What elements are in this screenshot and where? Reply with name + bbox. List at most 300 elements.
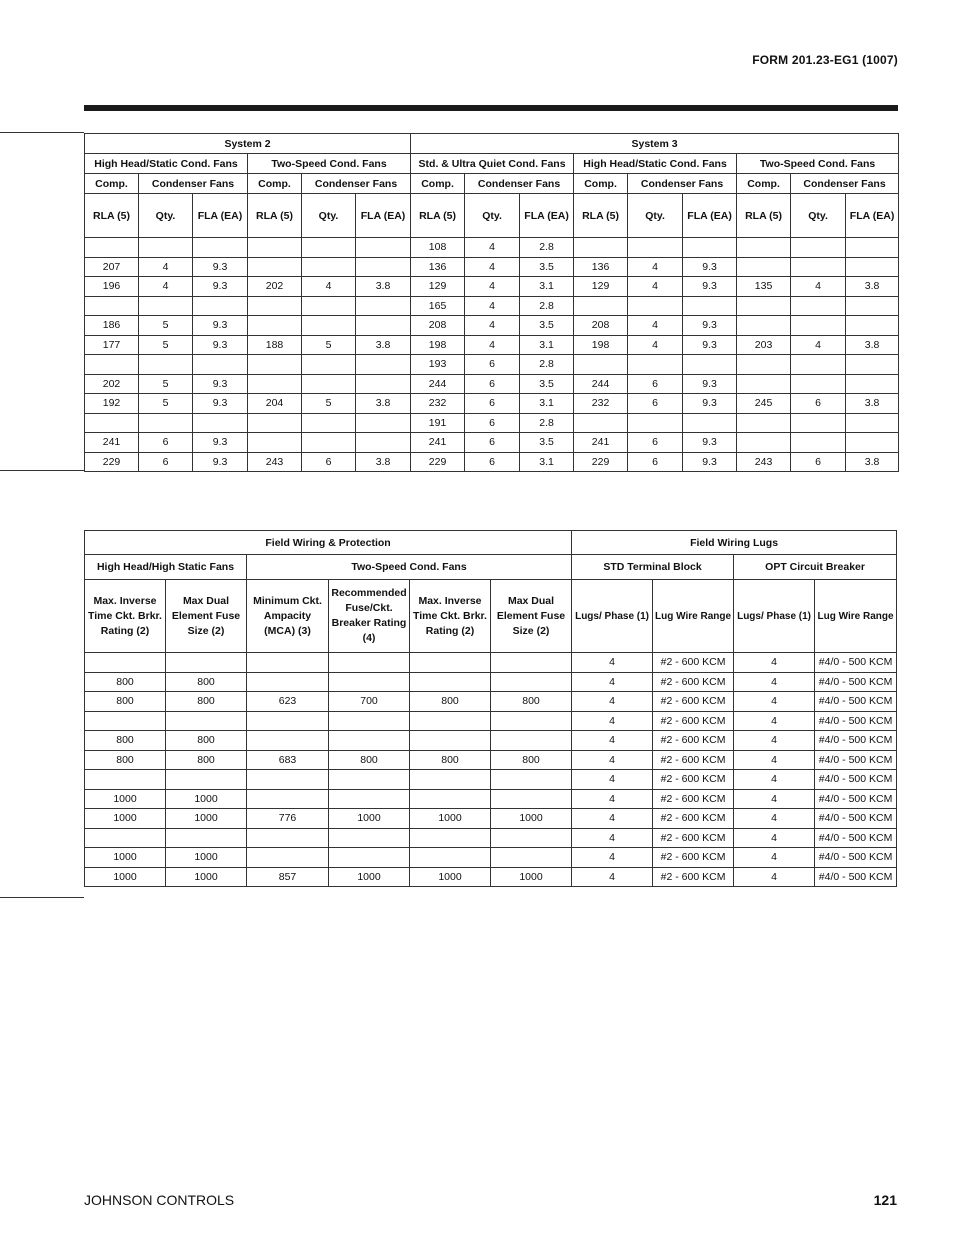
table-cell — [791, 355, 846, 375]
table-cell — [329, 828, 410, 848]
table-cell: #4/0 - 500 KCM — [815, 750, 897, 770]
table-cell: 1000 — [329, 809, 410, 829]
table-cell — [302, 257, 356, 277]
table-cell — [491, 711, 572, 731]
table-cell — [491, 731, 572, 751]
column-header: Qty. — [139, 194, 193, 238]
table-cell: #4/0 - 500 KCM — [815, 789, 897, 809]
table-cell — [356, 355, 411, 375]
table-cell: 4 — [302, 277, 356, 297]
table-cell — [139, 413, 193, 433]
table-cell: 1000 — [85, 809, 166, 829]
table-cell: 129 — [411, 277, 465, 297]
table-cell: 232 — [574, 394, 628, 414]
table-cell: 208 — [411, 316, 465, 336]
table-cell — [166, 653, 247, 673]
table-row — [85, 828, 897, 848]
table-cell: 6 — [465, 433, 520, 453]
table-cell — [491, 770, 572, 790]
table-cell: 4 — [572, 867, 653, 887]
table-cell: 1000 — [85, 789, 166, 809]
table-cell: 4 — [465, 257, 520, 277]
table-cell: #4/0 - 500 KCM — [815, 770, 897, 790]
table-cell: #2 - 600 KCM — [653, 750, 734, 770]
column-header: RLA (5) — [574, 194, 628, 238]
column-header: RLA (5) — [248, 194, 302, 238]
table-cell: 4 — [734, 672, 815, 692]
table-cell: 9.3 — [683, 394, 737, 414]
table-cell: 6 — [139, 452, 193, 472]
table-row — [85, 867, 897, 887]
table-cell — [683, 413, 737, 433]
table-cell: 4 — [791, 335, 846, 355]
table-cell: 243 — [737, 452, 791, 472]
table-cell: 800 — [85, 731, 166, 751]
table-cell — [248, 316, 302, 336]
table-cell — [410, 789, 491, 809]
table-cell: 800 — [410, 750, 491, 770]
table-cell — [846, 238, 899, 258]
table-cell: 6 — [465, 355, 520, 375]
table-cell: 243 — [248, 452, 302, 472]
table-cell: #2 - 600 KCM — [653, 770, 734, 790]
table-cell: 6 — [791, 452, 846, 472]
table-cell: 2.8 — [520, 238, 574, 258]
table-cell: 4 — [572, 653, 653, 673]
table-cell — [846, 316, 899, 336]
table-cell — [166, 770, 247, 790]
table-cell: 245 — [737, 394, 791, 414]
table-cell: 193 — [411, 355, 465, 375]
field-wiring-table — [84, 530, 897, 887]
table-cell — [247, 828, 329, 848]
table-cell: 3.5 — [520, 257, 574, 277]
table-cell — [248, 296, 302, 316]
table-cell — [628, 355, 683, 375]
table-cell — [574, 355, 628, 375]
table-cell: 3.8 — [356, 452, 411, 472]
form-number: FORM 201.23-EG1 (1007) — [752, 53, 898, 67]
table-cell: 683 — [247, 750, 329, 770]
table-cell: 4 — [628, 257, 683, 277]
table-row — [85, 296, 899, 316]
table-cell: 136 — [574, 257, 628, 277]
column-header: Max Dual Element Fuse Size (2) — [491, 580, 572, 653]
table-cell — [491, 672, 572, 692]
table-cell: 202 — [248, 277, 302, 297]
table-cell — [737, 413, 791, 433]
table-cell: 2.8 — [520, 355, 574, 375]
table-cell — [683, 238, 737, 258]
table-cell: 4 — [734, 711, 815, 731]
table1-top-leader — [0, 132, 84, 133]
table-cell: 4 — [734, 750, 815, 770]
table-cell — [85, 770, 166, 790]
table-row — [85, 848, 897, 868]
table-cell: 4 — [734, 653, 815, 673]
table-cell: 4 — [465, 296, 520, 316]
table-cell: 9.3 — [683, 452, 737, 472]
table-cell: 4 — [791, 277, 846, 297]
table-cell — [410, 731, 491, 751]
table-row — [85, 672, 897, 692]
header-rule — [84, 105, 898, 111]
sub-header: Comp. — [85, 174, 139, 194]
table-cell: 203 — [737, 335, 791, 355]
table-cell: 4 — [572, 770, 653, 790]
table-cell: #2 - 600 KCM — [653, 653, 734, 673]
table-cell: 3.8 — [846, 335, 899, 355]
table-cell: 800 — [85, 672, 166, 692]
table-cell — [737, 374, 791, 394]
table-cell — [737, 433, 791, 453]
table-cell: 3.5 — [520, 433, 574, 453]
table-cell — [85, 711, 166, 731]
table-cell: 9.3 — [683, 257, 737, 277]
table-cell: 1000 — [85, 848, 166, 868]
table-cell: 9.3 — [193, 335, 248, 355]
sub-header: Comp. — [737, 174, 791, 194]
table-cell: 4 — [734, 789, 815, 809]
table-row — [85, 433, 899, 453]
table-cell — [683, 296, 737, 316]
table-cell — [628, 413, 683, 433]
table-cell: 192 — [85, 394, 139, 414]
table-cell: 3.8 — [356, 277, 411, 297]
table-cell: 4 — [572, 848, 653, 868]
table-cell: 6 — [302, 452, 356, 472]
table-cell — [846, 296, 899, 316]
column-header: FLA (EA) — [520, 194, 574, 238]
table-cell: 5 — [139, 394, 193, 414]
table-cell — [791, 413, 846, 433]
table-row — [85, 770, 897, 790]
table-cell: 3.5 — [520, 374, 574, 394]
table-cell — [846, 257, 899, 277]
column-header: FLA (EA) — [356, 194, 411, 238]
table-cell — [846, 374, 899, 394]
table-row — [85, 692, 897, 712]
field-wiring-lugs-header: Field Wiring Lugs — [572, 531, 897, 555]
table-cell: 3.1 — [520, 452, 574, 472]
sub-header: Condenser Fans — [628, 174, 737, 194]
sub-header: Condenser Fans — [139, 174, 248, 194]
table-cell: 9.3 — [193, 277, 248, 297]
footer-company: JOHNSON CONTROLS — [84, 1192, 235, 1208]
sub-header: Comp. — [248, 174, 302, 194]
group-header: High Head/High Static Fans — [85, 555, 247, 580]
table-cell: 165 — [411, 296, 465, 316]
table-cell: 136 — [411, 257, 465, 277]
table-cell — [302, 433, 356, 453]
table-cell — [410, 770, 491, 790]
table-cell: 1000 — [166, 789, 247, 809]
table-cell — [248, 257, 302, 277]
table-cell: 3.1 — [520, 394, 574, 414]
table-cell — [302, 374, 356, 394]
table-cell — [247, 711, 329, 731]
table-cell: 1000 — [166, 809, 247, 829]
table-cell — [574, 296, 628, 316]
table-cell — [85, 296, 139, 316]
table-cell: 800 — [491, 692, 572, 712]
table-cell — [737, 257, 791, 277]
table-cell — [302, 413, 356, 433]
table-cell — [193, 238, 248, 258]
column-header: FLA (EA) — [683, 194, 737, 238]
table-cell — [329, 711, 410, 731]
table-cell — [410, 653, 491, 673]
table-cell — [791, 238, 846, 258]
sub-header: Condenser Fans — [791, 174, 899, 194]
table-cell — [791, 296, 846, 316]
table-cell — [329, 672, 410, 692]
table-cell — [628, 296, 683, 316]
table-cell: 229 — [574, 452, 628, 472]
column-header: RLA (5) — [737, 194, 791, 238]
table-cell: #2 - 600 KCM — [653, 828, 734, 848]
table-cell: 4 — [734, 848, 815, 868]
table-cell: #4/0 - 500 KCM — [815, 692, 897, 712]
table-cell — [329, 731, 410, 751]
table-cell: 1000 — [410, 809, 491, 829]
table1-bottom-leader — [0, 470, 84, 471]
table-cell — [846, 433, 899, 453]
table-cell: 6 — [791, 394, 846, 414]
sub-header: Comp. — [574, 174, 628, 194]
table-cell — [737, 238, 791, 258]
table-cell: 776 — [247, 809, 329, 829]
table-cell — [248, 413, 302, 433]
table-cell — [247, 731, 329, 751]
table-cell: 4 — [572, 672, 653, 692]
sub-header: Condenser Fans — [465, 174, 574, 194]
table-cell: 3.8 — [356, 335, 411, 355]
table-cell: 800 — [166, 692, 247, 712]
table-cell: #2 - 600 KCM — [653, 731, 734, 751]
table-cell — [248, 374, 302, 394]
column-header: Qty. — [791, 194, 846, 238]
table-cell — [247, 848, 329, 868]
table-cell: 4 — [734, 828, 815, 848]
table-row — [85, 750, 897, 770]
table-cell: 6 — [628, 452, 683, 472]
table-cell: 241 — [85, 433, 139, 453]
table-cell: 3.1 — [520, 335, 574, 355]
table-cell — [737, 316, 791, 336]
table-cell: #4/0 - 500 KCM — [815, 672, 897, 692]
opt-circuit-breaker-header: OPT Circuit Breaker — [734, 555, 897, 580]
column-header: Max Dual Element Fuse Size (2) — [166, 580, 247, 653]
table-cell: 4 — [734, 867, 815, 887]
table-cell: 232 — [411, 394, 465, 414]
table-cell — [85, 413, 139, 433]
table-cell — [491, 848, 572, 868]
table-row — [85, 809, 897, 829]
table-cell: 9.3 — [193, 452, 248, 472]
table-cell: 202 — [85, 374, 139, 394]
column-header: Max. Inverse Time Ckt. Brkr. Rating (2) — [85, 580, 166, 653]
table-cell — [247, 770, 329, 790]
table-cell: 229 — [411, 452, 465, 472]
table-cell: 1000 — [410, 867, 491, 887]
table-cell — [139, 296, 193, 316]
table-cell — [85, 653, 166, 673]
table-cell: 4 — [572, 750, 653, 770]
table-cell: 241 — [574, 433, 628, 453]
table-cell — [85, 355, 139, 375]
field-wiring-protection-header: Field Wiring & Protection — [85, 531, 572, 555]
table-cell — [574, 238, 628, 258]
table-cell: 1000 — [85, 867, 166, 887]
table-cell — [791, 433, 846, 453]
table-cell: 3.8 — [846, 452, 899, 472]
table-cell: 5 — [139, 374, 193, 394]
table-cell: 4 — [734, 692, 815, 712]
table-cell: 4 — [572, 731, 653, 751]
table-cell: #4/0 - 500 KCM — [815, 809, 897, 829]
table-cell: 9.3 — [193, 316, 248, 336]
table-cell — [791, 374, 846, 394]
table-cell — [628, 238, 683, 258]
table-cell: 9.3 — [193, 374, 248, 394]
table-cell: 6 — [628, 374, 683, 394]
group-header: High Head/Static Cond. Fans — [574, 154, 737, 174]
table-cell: 208 — [574, 316, 628, 336]
table-cell: 4 — [734, 731, 815, 751]
table-cell: 5 — [139, 316, 193, 336]
group-header: Two-Speed Cond. Fans — [247, 555, 572, 580]
table-cell — [410, 711, 491, 731]
table-cell: 198 — [411, 335, 465, 355]
table-cell: 800 — [166, 672, 247, 692]
table-cell: 4 — [572, 711, 653, 731]
column-header: Qty. — [302, 194, 356, 238]
table-cell: 198 — [574, 335, 628, 355]
table-cell — [139, 238, 193, 258]
table-cell: 4 — [734, 770, 815, 790]
table2-bottom-leader — [0, 897, 84, 898]
sub-header: Condenser Fans — [302, 174, 411, 194]
table-cell: 6 — [465, 374, 520, 394]
table-cell: 4 — [734, 809, 815, 829]
table-cell: 2.8 — [520, 296, 574, 316]
table-cell: 4 — [465, 316, 520, 336]
table-cell: 4 — [465, 277, 520, 297]
table-cell: 1000 — [491, 809, 572, 829]
group-header: Std. & Ultra Quiet Cond. Fans — [411, 154, 574, 174]
table-cell: 244 — [411, 374, 465, 394]
table-cell — [139, 355, 193, 375]
table-cell — [791, 257, 846, 277]
table-cell: 191 — [411, 413, 465, 433]
column-header: Qty. — [628, 194, 683, 238]
table-cell — [356, 413, 411, 433]
table-cell — [491, 653, 572, 673]
table-cell: #4/0 - 500 KCM — [815, 848, 897, 868]
table-row — [85, 335, 899, 355]
table-cell — [329, 789, 410, 809]
table-cell: #2 - 600 KCM — [653, 809, 734, 829]
table-cell — [248, 238, 302, 258]
table-cell: #2 - 600 KCM — [653, 672, 734, 692]
table-cell — [356, 374, 411, 394]
table-cell — [302, 355, 356, 375]
table-cell: 1000 — [329, 867, 410, 887]
table-cell: 9.3 — [193, 257, 248, 277]
table-cell — [247, 789, 329, 809]
column-header: RLA (5) — [85, 194, 139, 238]
table-cell — [410, 848, 491, 868]
table-cell: #4/0 - 500 KCM — [815, 828, 897, 848]
table-cell: #4/0 - 500 KCM — [815, 867, 897, 887]
table-cell: 9.3 — [683, 316, 737, 336]
system-2-header: System 2 — [85, 134, 411, 154]
table-row — [85, 789, 897, 809]
table-cell: 4 — [139, 257, 193, 277]
lug-column-header: Lugs/ Phase (1) — [572, 580, 653, 653]
table-cell — [193, 296, 248, 316]
table-cell: 9.3 — [193, 433, 248, 453]
table-row — [85, 413, 899, 433]
table-cell — [85, 828, 166, 848]
table-cell: 4 — [465, 335, 520, 355]
table-cell: 1000 — [166, 867, 247, 887]
table-cell: 1000 — [166, 848, 247, 868]
table-cell — [356, 238, 411, 258]
table-cell — [166, 828, 247, 848]
table-cell: 4 — [628, 335, 683, 355]
table-cell — [329, 653, 410, 673]
table-cell — [846, 413, 899, 433]
table-cell — [356, 257, 411, 277]
table-cell: #2 - 600 KCM — [653, 692, 734, 712]
table-cell — [302, 296, 356, 316]
table-cell — [791, 316, 846, 336]
table-cell: 188 — [248, 335, 302, 355]
table-cell — [302, 316, 356, 336]
table-row — [85, 355, 899, 375]
table-cell: 1000 — [491, 867, 572, 887]
table-cell: 5 — [302, 394, 356, 414]
table-cell — [193, 355, 248, 375]
table-cell: 857 — [247, 867, 329, 887]
table-cell: 204 — [248, 394, 302, 414]
table-cell: 9.3 — [683, 433, 737, 453]
table-cell — [329, 848, 410, 868]
table-cell: 196 — [85, 277, 139, 297]
column-header: Minimum Ckt. Ampacity (MCA) (3) — [247, 580, 329, 653]
table-cell: 4 — [572, 692, 653, 712]
table-cell — [356, 296, 411, 316]
table-cell: #4/0 - 500 KCM — [815, 731, 897, 751]
table-cell: 3.8 — [846, 277, 899, 297]
electrical-data-table — [84, 133, 899, 472]
table-cell: 800 — [491, 750, 572, 770]
table-cell — [410, 672, 491, 692]
lug-column-header: Lugs/ Phase (1) — [734, 580, 815, 653]
table-cell — [491, 828, 572, 848]
column-header: RLA (5) — [411, 194, 465, 238]
lug-column-header: Lug Wire Range — [653, 580, 734, 653]
group-header: High Head/Static Cond. Fans — [85, 154, 248, 174]
table-row — [85, 374, 899, 394]
table-row — [85, 257, 899, 277]
table-cell: 800 — [85, 692, 166, 712]
table-cell: #2 - 600 KCM — [653, 867, 734, 887]
table-cell: 229 — [85, 452, 139, 472]
table-cell — [166, 711, 247, 731]
